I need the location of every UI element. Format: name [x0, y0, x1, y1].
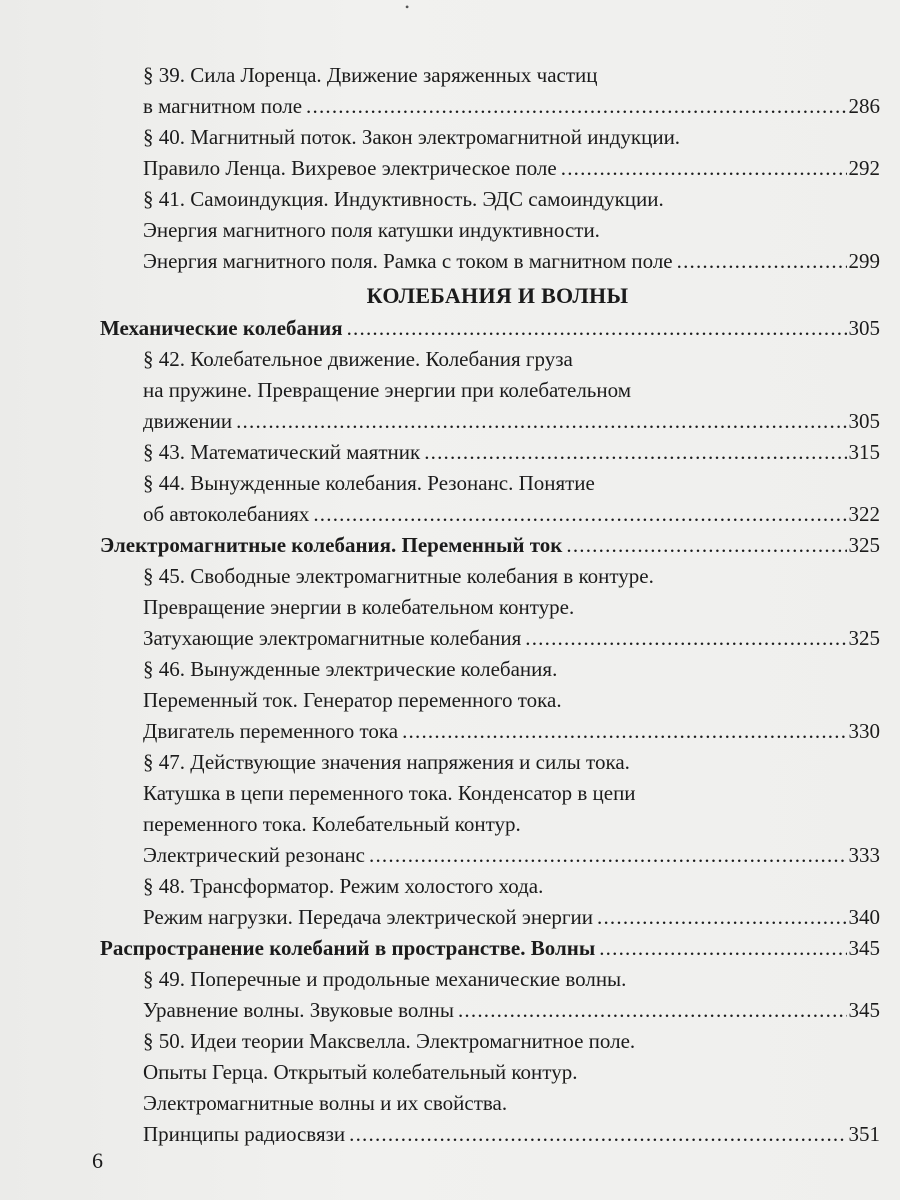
toc-entry-continuation — [100, 1088, 880, 1119]
entry-page-number: 286 — [848, 94, 880, 118]
entry-page-number: 305 — [848, 409, 880, 433]
toc-entry-continuation — [100, 91, 880, 122]
toc-entry — [100, 344, 880, 375]
entry-page-number: 299 — [848, 249, 880, 273]
table-of-contents — [100, 60, 880, 1150]
chapter-heading — [100, 313, 880, 344]
dot-leader — [349, 1119, 846, 1150]
toc-entry — [100, 1026, 880, 1057]
entry-page-number: 340 — [848, 905, 880, 929]
toc-entry-continuation — [100, 246, 880, 277]
toc-entry — [100, 184, 880, 215]
entry-text: § 46. Вынужденные электрические колебания. — [143, 657, 558, 681]
chapter-title: Распространение колебаний в пространстве. Волны — [100, 936, 596, 960]
toc-entry — [100, 964, 880, 995]
toc-entry — [100, 468, 880, 499]
toc-entry-continuation — [100, 153, 880, 184]
entry-text: § 50. Идеи теории Максвелла. Электромагнитное поле. — [143, 1029, 636, 1053]
entry-text: § 47. Действующие значения напряжения и силы тока. — [143, 750, 630, 774]
toc-entry-continuation — [100, 1119, 880, 1150]
toc-entry — [100, 747, 880, 778]
chapter-page-number: 345 — [848, 936, 880, 960]
entry-text: Энергия магнитного поля. Рамка с током в магнитном поле — [143, 249, 673, 273]
toc-entry-continuation — [100, 375, 880, 406]
print-mark: • — [405, 0, 410, 14]
entry-text: § 43. Математический маятник — [143, 440, 421, 464]
entry-text: § 39. Сила Лоренца. Движение заряженных частиц — [143, 63, 598, 87]
entry-text: § 44. Вынужденные колебания. Резонанс. Понятие — [143, 471, 595, 495]
entry-page-number: 315 — [848, 440, 880, 464]
dot-leader — [599, 933, 846, 964]
toc-entry-continuation — [100, 406, 880, 437]
entry-text: Опыты Герца. Открытый колебательный контур. — [143, 1060, 578, 1084]
dot-leader — [525, 623, 846, 654]
entry-text: Катушка в цепи переменного тока. Конденсатор в цепи — [143, 781, 636, 805]
toc-entry-continuation — [100, 499, 880, 530]
toc-entry-continuation — [100, 840, 880, 871]
entry-text: движении — [143, 409, 233, 433]
entry-page-number: 322 — [848, 502, 880, 526]
toc-entry-continuation — [100, 685, 880, 716]
dot-leader — [597, 902, 846, 933]
dot-leader — [424, 437, 846, 468]
chapter-page-number: 325 — [848, 533, 880, 557]
part-title: КОЛЕБАНИЯ И ВОЛНЫ — [366, 283, 629, 308]
entry-page-number: 351 — [848, 1122, 880, 1146]
dot-leader — [458, 995, 847, 1026]
entry-page-number: 292 — [848, 156, 880, 180]
toc-entry-continuation — [100, 592, 880, 623]
entry-text: § 40. Магнитный поток. Закон электромагнитной индукции. — [143, 125, 681, 149]
chapter-title: Механические колебания — [100, 316, 343, 340]
chapter-heading — [100, 530, 880, 561]
entry-text: Переменный ток. Генератор переменного тока. — [143, 688, 562, 712]
entry-page-number: 345 — [848, 998, 880, 1022]
entry-text: переменного тока. Колебательный контур. — [143, 812, 521, 836]
toc-entry-continuation — [100, 623, 880, 654]
toc-entry-continuation — [100, 995, 880, 1026]
entry-page-number: 325 — [848, 626, 880, 650]
chapter-heading — [100, 933, 880, 964]
toc-entry-continuation — [100, 1057, 880, 1088]
dot-leader — [561, 153, 847, 184]
dot-leader — [313, 499, 846, 530]
page-number: 6 — [92, 1148, 103, 1173]
entry-text: Двигатель переменного тока — [143, 719, 399, 743]
entry-page-number: 333 — [848, 843, 880, 867]
toc-entry — [100, 122, 880, 153]
entry-text: Уравнение волны. Звуковые волны — [143, 998, 454, 1022]
entry-text: § 45. Свободные электромагнитные колебания в контуре. — [143, 564, 654, 588]
entry-text: § 48. Трансформатор. Режим холостого хода. — [143, 874, 544, 898]
toc-entry-continuation — [100, 809, 880, 840]
toc-entry-continuation — [100, 778, 880, 809]
entry-text: § 41. Самоиндукция. Индуктивность. ЭДС самоиндукции. — [143, 187, 664, 211]
entry-text: Принципы радиосвязи — [143, 1122, 346, 1146]
entry-text: Режим нагрузки. Передача электрической энергии — [143, 905, 594, 929]
entry-text: Электромагнитные волны и их свойства. — [143, 1091, 508, 1115]
entry-text: об автоколебаниях — [143, 502, 310, 526]
chapter-page-number: 305 — [848, 316, 880, 340]
entry-text: § 42. Колебательное движение. Колебания груза — [143, 347, 573, 371]
entry-text: Правило Ленца. Вихревое электрическое поле — [143, 156, 557, 180]
entry-text: Затухающие электромагнитные колебания — [143, 626, 522, 650]
dot-leader — [347, 313, 847, 344]
dot-leader — [306, 91, 846, 122]
toc-entry — [100, 654, 880, 685]
toc-entry-continuation — [100, 716, 880, 747]
toc-entry — [100, 871, 880, 902]
entry-text: § 49. Поперечные и продольные механические волны. — [143, 967, 627, 991]
dot-leader — [677, 246, 847, 277]
toc-entry-continuation — [100, 902, 880, 933]
dot-leader — [402, 716, 846, 747]
toc-entry — [100, 437, 880, 468]
dot-leader — [236, 406, 846, 437]
chapter-title: Электромагнитные колебания. Переменный ток — [100, 533, 563, 557]
dot-leader — [566, 530, 846, 561]
entry-page-number: 330 — [848, 719, 880, 743]
toc-entry — [100, 561, 880, 592]
entry-text: Электрический резонанс — [143, 843, 366, 867]
entry-text: в магнитном поле — [143, 94, 303, 118]
entry-text: на пружине. Превращение энергии при колебательном — [143, 378, 632, 402]
entry-text: Энергия магнитного поля катушки индуктивности. — [143, 218, 600, 242]
toc-entry-continuation — [100, 215, 880, 246]
toc-entry — [100, 60, 880, 91]
dot-leader — [369, 840, 846, 871]
entry-text: Превращение энергии в колебательном контуре. — [143, 595, 575, 619]
